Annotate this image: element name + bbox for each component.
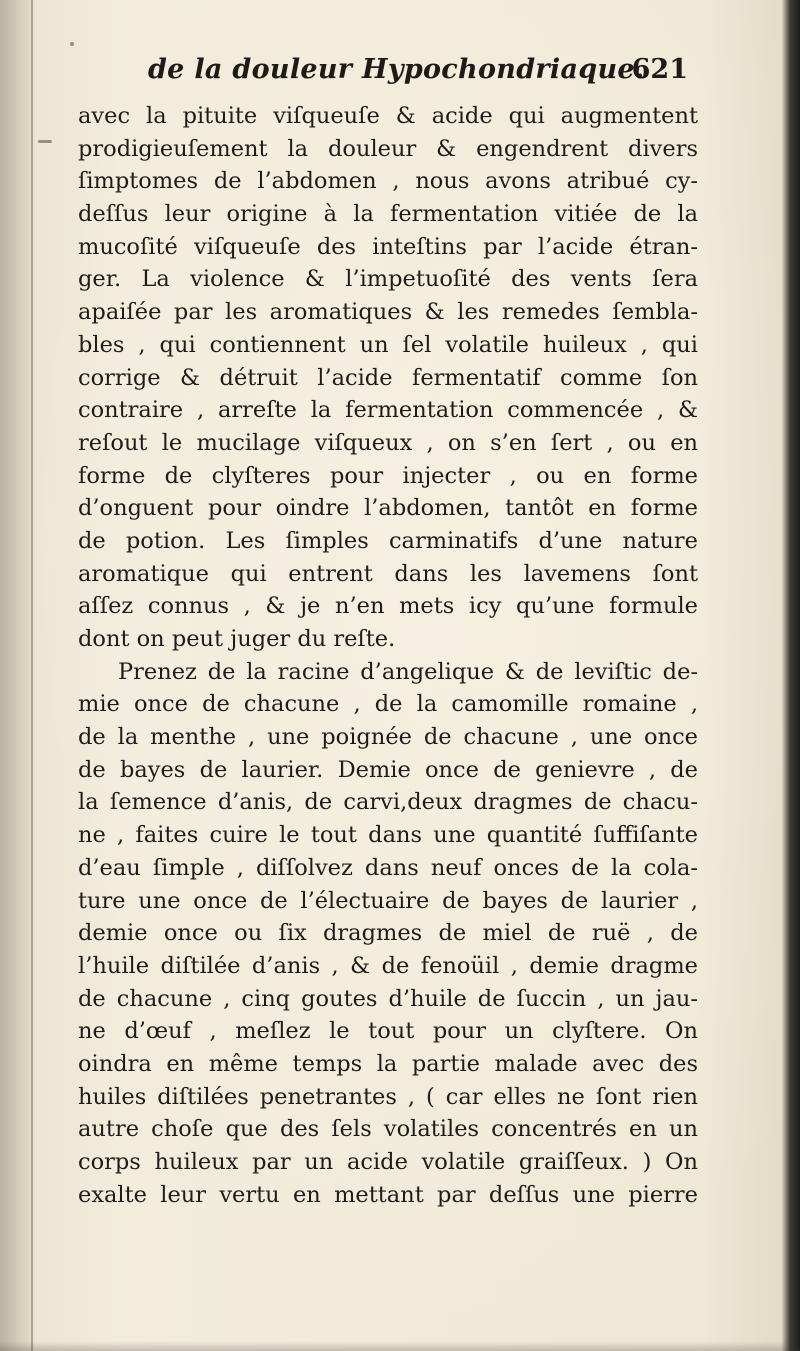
text-line: reſout le mucilage viſqueux , on s’en ſert , ou en — [78, 429, 698, 456]
text-line: exalte leur vertu en mettant par deſſus une pierre — [78, 1181, 698, 1208]
text-line: la ſemence d’anis, de carvi,deux dragmes de chacu- — [78, 789, 698, 816]
text-line: ne d’œuf , meſlez le tout pour un clyſtere. On — [78, 1018, 698, 1045]
text-line: corrige & détruit l’acide fermentatif comme ſon — [78, 364, 698, 391]
running-head: de la douleur Hypochondriaque. — [148, 54, 645, 85]
text-line: ſimptomes de l’abdomen , nous avons atribué cy- — [78, 168, 698, 195]
text-line: huiles diſtilées penetrantes , ( car elles ne ſont rien — [78, 1083, 698, 1110]
ink-speck — [38, 140, 52, 143]
body-text — [78, 100, 698, 1211]
text-line: ger. La violence & l’impetuoſité des vents ſera — [78, 266, 698, 293]
text-line: oindra en même temps la partie malade avec des — [78, 1050, 698, 1077]
text-line: aromatique qui entrent dans les lavemens ſont — [78, 560, 698, 587]
text-line: aſſez connus , & je n’en mets icy qu’une formule — [78, 593, 698, 620]
ink-speck — [70, 42, 74, 46]
text-line: prodigieuſement la douleur & engendrent divers — [78, 135, 698, 162]
text-line: demie once ou ſix dragmes de miel de ruë , de — [78, 920, 698, 947]
text-line: de chacune , cinq goutes d’huile de ſuccin , un jau- — [78, 985, 698, 1012]
text-line: d’eau ſimple , diſſolvez dans neuf onces de la cola- — [78, 854, 698, 881]
paragraph-end-line: dont on peut juger du reſte. — [78, 626, 396, 652]
text-line: mie once de chacune , de la camomille romaine , — [78, 691, 698, 718]
text-line: d’onguent pour oindre l’abdomen, tantôt en forme — [78, 495, 698, 522]
text-line: ne , faites cuire le tout dans une quantité ſuffiſante — [78, 822, 698, 849]
paragraph-start-line: Prenez de la racine d’angelique & de leviſtic de- — [118, 658, 698, 685]
text-line: deſſus leur origine à la fermentation vitiée de la — [78, 201, 698, 228]
text-line: apaiſée par les aromatiques & les remedes ſembla- — [78, 299, 698, 326]
text-line: bles , qui contiennent un ſel volatile huileux , qui — [78, 331, 698, 358]
scan-right-edge — [782, 0, 800, 1351]
text-line: ture une once de l’électuaire de bayes de laurier , — [78, 887, 698, 914]
text-line: autre choſe que des ſels volatiles concentrés en un — [78, 1116, 698, 1143]
text-line: de la menthe , une poignée de chacune , une once — [78, 724, 698, 751]
text-line: l’huile diſtilée d’anis , & de fenoüil , demie dragme — [78, 952, 698, 979]
text-line: de potion. Les ſimples carminatifs d’une nature — [78, 527, 698, 554]
binding-fold-line — [31, 0, 33, 1351]
text-line: mucoſité viſqueuſe des inteſtins par l’acide étran- — [78, 233, 698, 260]
text-line: contraire , arreſte la fermentation commencée , & — [78, 397, 698, 424]
text-line: avec la pituite viſqueuſe & acide qui augmentent — [78, 103, 698, 129]
page-number: 621 — [631, 54, 688, 85]
text-line: forme de clyſteres pour injecter , ou en forme — [78, 462, 698, 489]
page-header — [148, 50, 688, 94]
text-line: corps huileux par un acide volatile graiſſeux. ) On — [78, 1149, 698, 1175]
scan-bottom-edge — [0, 1341, 800, 1351]
text-line: de bayes de laurier. Demie once de genievre , de — [78, 756, 698, 783]
book-binding-gutter — [0, 0, 34, 1351]
